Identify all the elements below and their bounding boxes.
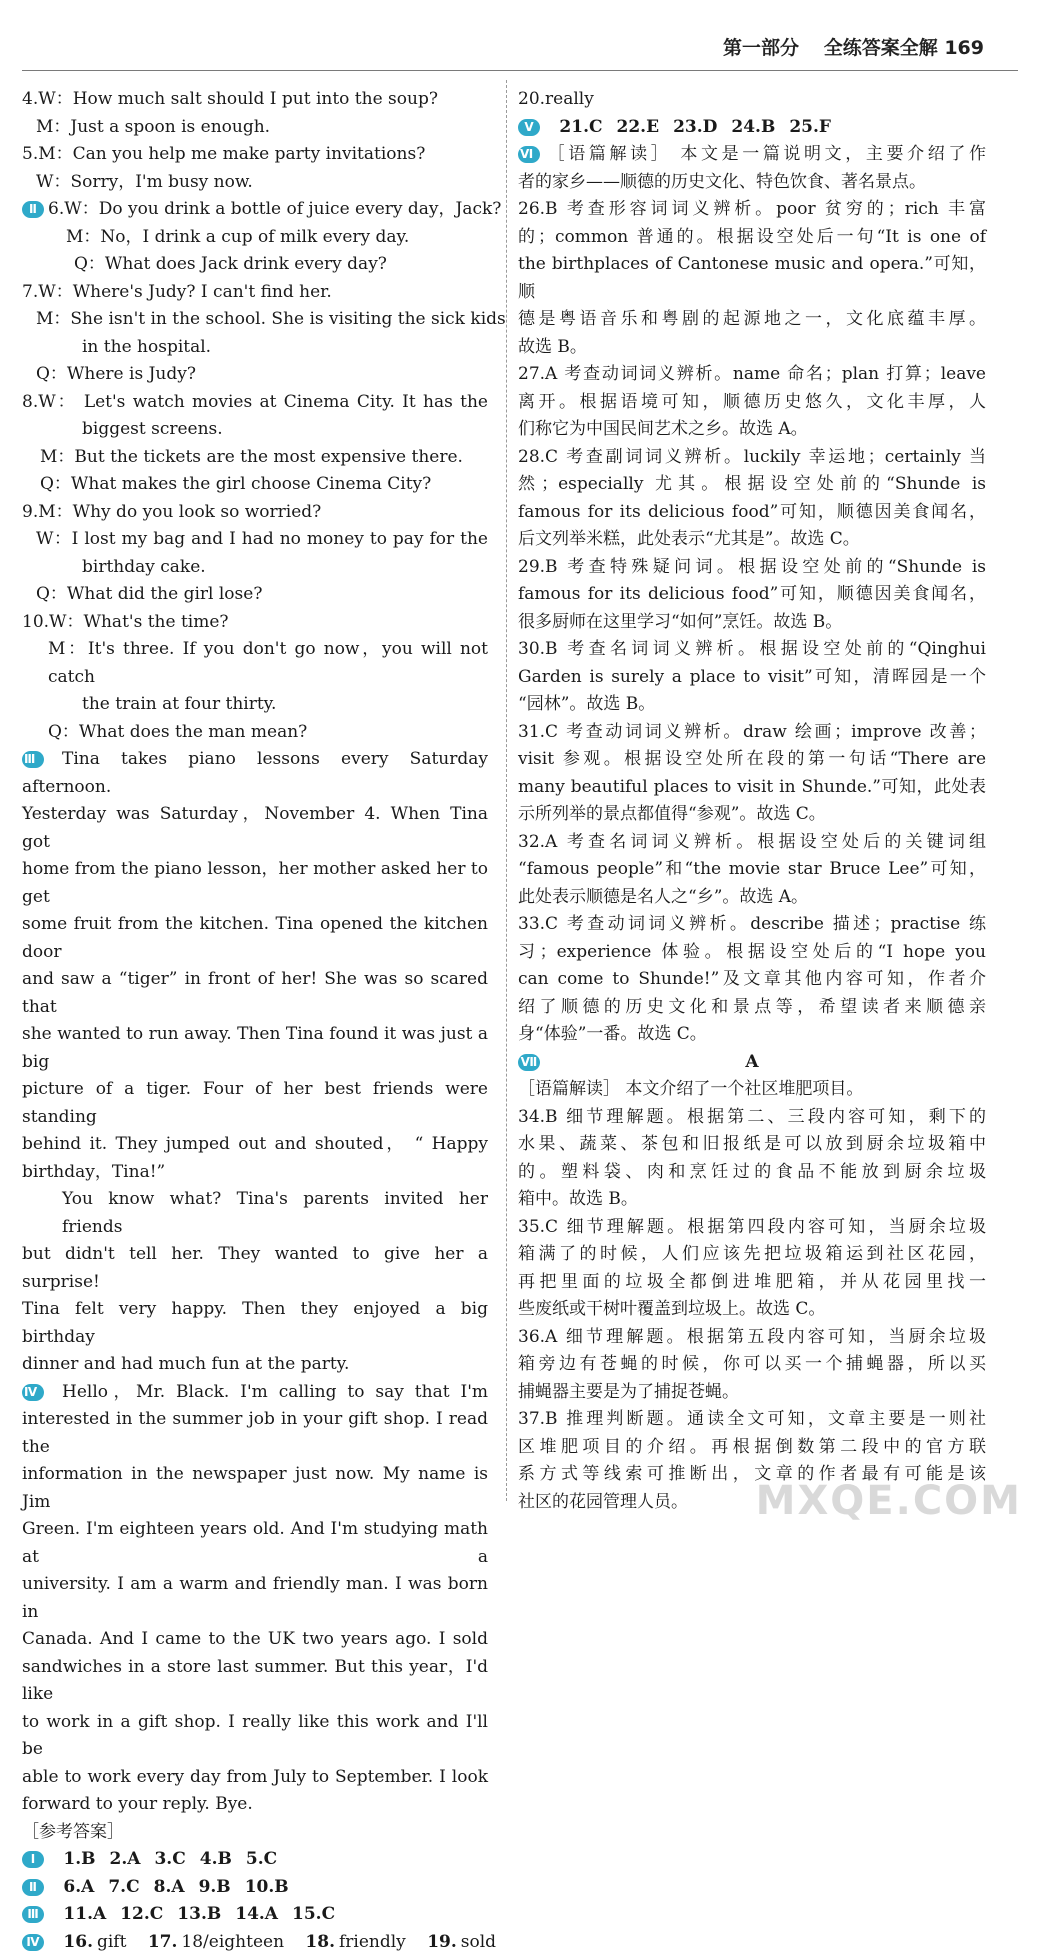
- section-number-badge: Ⅲ: [22, 1906, 44, 1923]
- answer: 8.A: [154, 1877, 185, 1897]
- text-line: the train at four thirty.: [22, 691, 488, 719]
- section-number-badge: Ⅵ: [518, 146, 540, 163]
- section-label: 第一部分: [723, 37, 799, 59]
- book-title: 全练答案全解: [824, 37, 938, 59]
- answer: 23.D: [673, 117, 717, 137]
- section-number-badge: Ⅳ: [22, 1934, 44, 1951]
- text-line: 离开。根据语境可知，顺德历史悠久，文化丰厚，人: [518, 389, 986, 417]
- text-line: 故选 B。: [518, 334, 986, 362]
- answer: 12.C: [120, 1904, 163, 1924]
- section-number-badge: Ⅳ: [22, 1384, 44, 1401]
- passage-label: A: [518, 1049, 986, 1077]
- text-line: 德是粤语音乐和粤剧的起源地之一，文化底蕴丰厚。: [518, 306, 986, 334]
- text-line: “famous people”和“the movie star Bruce Lee”可知，: [518, 856, 986, 884]
- text-line: W：I lost my bag and I had no money to pay for the: [22, 526, 488, 554]
- text-line: famous for its delicious food”可知，顺德因美食闻名，: [518, 499, 986, 527]
- text-line: 28.C 考查副词词义辨析。luckily 幸运地；certainly 当: [518, 444, 986, 472]
- text-line: 区堆肥项目的介绍。再根据倒数第二段中的官方联: [518, 1434, 986, 1462]
- column-divider: [506, 80, 507, 1501]
- text-line: 6.W：Do you drink a bottle of juice every day，Jack?: [48, 199, 501, 219]
- text-line: university. I am a warm and friendly man. I was born in: [22, 1571, 488, 1626]
- text-line: M：Just a spoon is enough.: [22, 114, 488, 142]
- page-header: [723, 33, 984, 60]
- answer: 21.C: [559, 117, 602, 137]
- section-number-badge: Ⅱ: [22, 201, 44, 218]
- header-rule: [22, 70, 1018, 71]
- text-line: 箱旁边有苍蝇的时候，你可以买一个捕蝇器，所以买: [518, 1351, 986, 1379]
- text-line: 者的家乡——顺德的历史文化、特色饮食、著名景点。: [518, 169, 986, 197]
- text-line: You know what? Tina's parents invited her friends: [22, 1186, 488, 1241]
- answer: 25.F: [789, 117, 831, 137]
- text-line: Garden is surely a place to visit”可知，清晖园是一个: [518, 664, 986, 692]
- text-line: picture of a tiger. Four of her best friends were standing: [22, 1076, 488, 1131]
- answer: 3.C: [154, 1849, 185, 1869]
- text-line: “园林”。故选 B。: [518, 691, 986, 719]
- answer-row: [518, 114, 986, 142]
- text-line: 4.W：How much salt should I put into the soup?: [22, 86, 488, 114]
- text-line: 32.A 考查名词词义辨析。根据设空处后的关键词组: [518, 829, 986, 857]
- text-line: 捕蝇器主要是为了捕捉苍蝇。: [518, 1379, 986, 1407]
- text-line: Canada. And I came to the UK two years ago. I sold: [22, 1626, 488, 1654]
- text-line: 31.C 考查动词词义辨析。draw 绘画；improve 改善；: [518, 719, 986, 747]
- text-line: 33.C 考查动词词义辨析。describe 描述；practise 练: [518, 911, 986, 939]
- text-line: but didn't tell her. They wanted to give her a surprise!: [22, 1241, 488, 1296]
- answer: 9.B: [199, 1877, 231, 1897]
- text-line: 再把里面的垃圾全都倒进堆肥箱，并从花园里找一: [518, 1269, 986, 1297]
- text-line: birthday，Tina!”: [22, 1159, 488, 1187]
- text-line: famous for its delicious food”可知，顺德因美食闻名，: [518, 581, 986, 609]
- answer: 24.B: [731, 117, 775, 137]
- text-line: 社区的花园管理人员。: [518, 1489, 986, 1517]
- text-line: in the hospital.: [22, 334, 488, 362]
- text-line: 7.W：Where's Judy? I can't find her.: [22, 279, 488, 307]
- text-line: birthday cake.: [22, 554, 488, 582]
- text-line: M：No，I drink a cup of milk every day.: [22, 224, 488, 252]
- text-line: 水果、蔬菜、茶包和旧报纸是可以放到厨余垃圾箱中: [518, 1131, 986, 1159]
- text-line: Q：What makes the girl choose Cinema City?: [22, 471, 488, 499]
- text-line: Green. I'm eighteen years old. And I'm studying math at a: [22, 1516, 488, 1571]
- text-line: 27.A 考查动词词义辨析。name 命名；plan 打算；leave: [518, 361, 986, 389]
- text-line: 些废纸或干树叶覆盖到垃圾上。故选 C。: [518, 1296, 986, 1324]
- answer: 11.A: [63, 1904, 106, 1924]
- text-line: 系方式等线索可推断出，文章的作者最有可能是该: [518, 1461, 986, 1489]
- text-line: Tina takes piano lessons every Saturday afternoon.: [22, 749, 488, 797]
- text-line: 29.B 考查特殊疑问词。根据设空处前的“Shunde is: [518, 554, 986, 582]
- answer-row: [22, 1929, 488, 1956]
- reference-answer-heading: ［参考答案］: [22, 1819, 488, 1847]
- text-line: 箱满了的时候，人们应该先把垃圾箱运到社区花园，: [518, 1241, 986, 1269]
- text-line: 34.B 细节理解题。根据第二、三段内容可知，剩下的: [518, 1104, 986, 1132]
- text-line: M：It's three. If you don't go now，you will not catch: [22, 636, 488, 691]
- answer: gift: [97, 1932, 126, 1952]
- text-line: forward to your reply. Bye.: [22, 1791, 488, 1819]
- text-line: 8.W： Let's watch movies at Cinema City. It has the: [22, 389, 488, 417]
- section-number-badge: Ⅲ: [22, 751, 44, 768]
- section-number-badge: Ⅱ: [22, 1879, 44, 1896]
- text-line: 5.M：Can you help me make party invitations?: [22, 141, 488, 169]
- answer: 18/eighteen: [181, 1932, 284, 1952]
- answer: friendly: [339, 1932, 406, 1952]
- text-line: 26.B 考查形容词词义辨析。poor 贫穷的；rich 丰富: [518, 196, 986, 224]
- section-number-badge: Ⅶ: [518, 1054, 540, 1071]
- text-line: 很多厨师在这里学习“如何”烹饪。故选 B。: [518, 609, 986, 637]
- text-line: home from the piano lesson，her mother asked her to get: [22, 856, 488, 911]
- text-line: she wanted to run away. Then Tina found it was just a big: [22, 1021, 488, 1076]
- text-line: ［语篇解读］ 本文是一篇说明文，主要介绍了作: [544, 144, 986, 164]
- text-line: 箱中。故选 B。: [518, 1186, 986, 1214]
- right-column: [518, 86, 986, 1516]
- text-line: 的。塑料袋、肉和烹饪过的食品不能放到厨余垃圾: [518, 1159, 986, 1187]
- text-line: 的；common 普通的。根据设空处后一句“It is one of: [518, 224, 986, 252]
- answer: 2.A: [110, 1849, 141, 1869]
- answer: 4.B: [200, 1849, 232, 1869]
- text-line: 35.C 细节理解题。根据第四段内容可知，当厨余垃圾: [518, 1214, 986, 1242]
- text-line: behind it. They jumped out and shouted， “ Happy: [22, 1131, 488, 1159]
- text-line: 37.B 推理判断题。通读全文可知，文章主要是一则社: [518, 1406, 986, 1434]
- answer: sold: [461, 1932, 496, 1952]
- answer-row: [22, 1874, 488, 1902]
- text-line: can come to Shunde!”及文章其他内容可知，作者介: [518, 966, 986, 994]
- text-line: 20.really: [518, 86, 986, 114]
- answer: 6.A: [63, 1877, 94, 1897]
- text-line: 此处表示顺德是名人之“乡”。故选 A。: [518, 884, 986, 912]
- text-line: 们称它为中国民间艺术之乡。故选 A。: [518, 416, 986, 444]
- text-line: 后文列举米糕，此处表示“尤其是”。故选 C。: [518, 526, 986, 554]
- text-line: W：Sorry，I'm busy now.: [22, 169, 488, 197]
- text-line: the birthplaces of Cantonese music and opera.”可知，顺: [518, 251, 986, 306]
- text-line: to work in a gift shop. I really like this work and I'll be: [22, 1709, 488, 1764]
- text-line: 绍了顺德的历史文化和景点等，希望读者来顺德亲: [518, 994, 986, 1022]
- section-number-badge: Ⅴ: [518, 119, 540, 136]
- answer: 7.C: [108, 1877, 139, 1897]
- text-line: visit 参观。根据设空处所在段的第一句话“There are: [518, 746, 986, 774]
- text-line: and saw a “tiger” in front of her! She was so scared that: [22, 966, 488, 1021]
- text-line: many beautiful places to visit in Shunde.”可知，此处表: [518, 774, 986, 802]
- answer-number: 18.: [305, 1932, 335, 1952]
- text-line: Hello，Mr. Black. I'm calling to say that I'm: [62, 1382, 488, 1402]
- text-line: 36.A 细节理解题。根据第五段内容可知，当厨余垃圾: [518, 1324, 986, 1352]
- text-line: able to work every day from July to September. I look: [22, 1764, 488, 1792]
- text-line: Q：Where is Judy?: [22, 361, 488, 389]
- text-line: 然；especially 尤其。根据设空处前的“Shunde is: [518, 471, 986, 499]
- answer-number: 16.: [63, 1932, 93, 1952]
- text-line: M：She isn't in the school. She is visiting the sick kids: [22, 306, 488, 334]
- text-line: Q：What does Jack drink every day?: [22, 251, 488, 279]
- answer-number: 17.: [148, 1932, 178, 1952]
- answer: 15.C: [292, 1904, 335, 1924]
- answer-row: [22, 1901, 488, 1929]
- text-line: Tina felt very happy. Then they enjoyed a big birthday: [22, 1296, 488, 1351]
- answer: 10.B: [245, 1877, 289, 1897]
- text-line: 身“体验”一番。故选 C。: [518, 1021, 986, 1049]
- text-line: 10.W：What's the time?: [22, 609, 488, 637]
- left-column: [22, 86, 488, 1956]
- text-line: dinner and had much fun at the party.: [22, 1351, 488, 1379]
- answer: 5.C: [246, 1849, 277, 1869]
- passage-heading-row: [518, 1049, 986, 1077]
- page-number: 169: [944, 37, 984, 59]
- text-line: 30.B 考查名词词义辨析。根据设空处前的“Qinghui: [518, 636, 986, 664]
- text-line: Q：What does the man mean?: [22, 719, 488, 747]
- text-line: Q：What did the girl lose?: [22, 581, 488, 609]
- answer: 22.E: [617, 117, 660, 137]
- answer-row: [22, 1846, 488, 1874]
- text-line: Yesterday was Saturday，November 4. When Tina got: [22, 801, 488, 856]
- text-line: M：But the tickets are the most expensive there.: [22, 444, 488, 472]
- answer: 13.B: [177, 1904, 221, 1924]
- section-number-badge: Ⅰ: [22, 1851, 44, 1868]
- text-line: biggest screens.: [22, 416, 488, 444]
- text-line: interested in the summer job in your gift shop. I read the: [22, 1406, 488, 1461]
- text-line: ［语篇解读］ 本文介绍了一个社区堆肥项目。: [518, 1076, 986, 1104]
- answer: 14.A: [235, 1904, 278, 1924]
- answer: 1.B: [63, 1849, 95, 1869]
- answer-number: 19.: [427, 1932, 457, 1952]
- text-line: 习；experience 体验。根据设空处后的“I hope you: [518, 939, 986, 967]
- text-line: sandwiches in a store last summer. But this year，I'd like: [22, 1654, 488, 1709]
- text-line: some fruit from the kitchen. Tina opened the kitchen door: [22, 911, 488, 966]
- text-line: 示所列举的景点都值得“参观”。故选 C。: [518, 801, 986, 829]
- watermark: MXQE.COM: [756, 1478, 1022, 1524]
- text-line: 9.M：Why do you look so worried?: [22, 499, 488, 527]
- text-line: information in the newspaper just now. My name is Jim: [22, 1461, 488, 1516]
